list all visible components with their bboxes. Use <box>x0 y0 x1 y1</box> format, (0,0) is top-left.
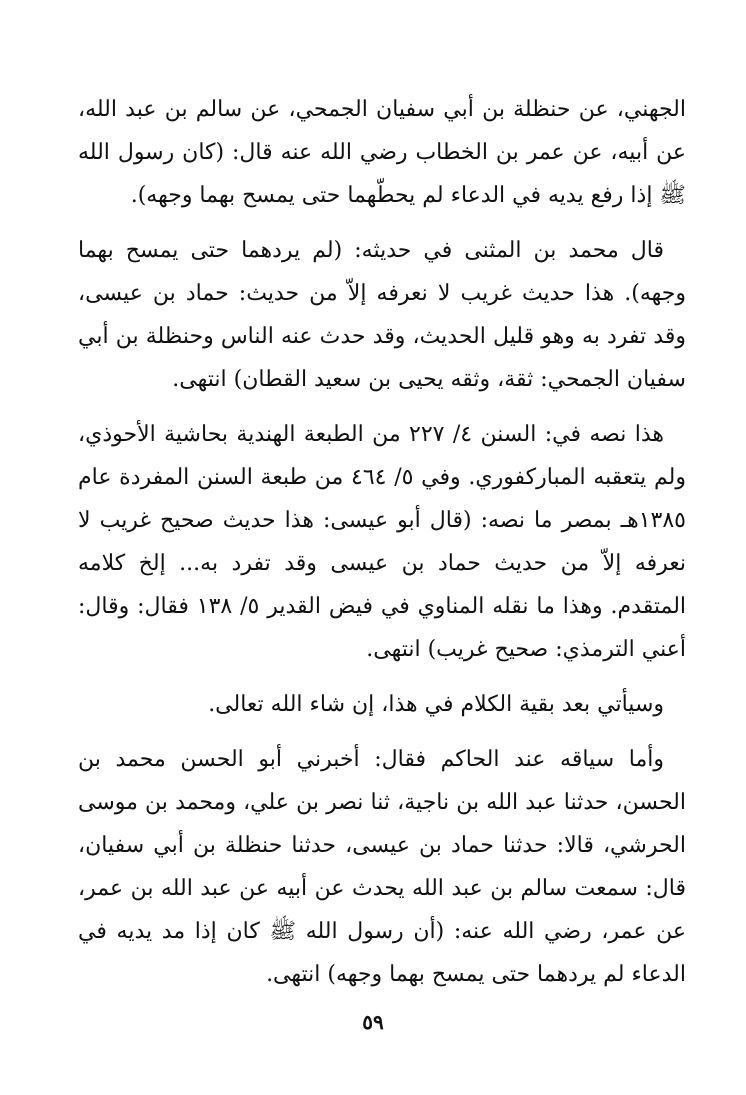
paragraph-3: هذا نصه في: السنن ٤/ ٢٢٧ من الطبعة الهندية بحاشية الأحوذي، ولم يتعقبه المباركفوري. وفي ٥/ ٤٦٤ من طبعة السنن المفردة عام ١٣٨٥هـ بمصر ما نصه: (قال أبو عيسى: هذا حديث صحيح غريب لا نعرفه إلاّ من حديث حماد بن عيسى وقد تفرد به... إلخ كلامه المتقدم. وهذا ما نقله المناوي في فيض القدير ٥/ ١٣٨ فقال: وقال: أعني الترمذي: صحيح غريب) انتهى. <box>78 422 687 662</box>
paragraph-4: وسيأتي بعد بقية الكلام في هذا، إن شاء الله تعالى. <box>208 692 664 717</box>
body-text <box>78 88 686 1008</box>
paragraph-1: الجهني، عن حنظلة بن أبي سفيان الجمحي، عن سالم بن عبد الله، عن أبيه، عن عمر بن الخطاب رضي الله عنه قال: (كان رسول الله ﷺ إذا رفع يديه في الدعاء لم يحطّهما حتى يمسح بهما وجهه). <box>78 97 686 208</box>
page-number: ٥٩ <box>362 1010 384 1034</box>
paragraph-2: قال محمد بن المثنى في حديثه: (لم يردهما حتى يمسح بهما وجهه). هذا حديث غريب لا نعرفه إلاّ من حديث: حماد بن عيسى، وقد تفرد به وهو قليل الحديث، وقد حدث عنه الناس وحنظلة بن أبي سفيان الجمحي: ثقة، وثقه يحيى بن سعيد القطان) انتهى. <box>78 238 686 392</box>
paragraph-5: وأما سياقه عند الحاكم فقال: أخبرني أبو الحسن محمد بن الحسن، حدثنا عبد الله بن ناجية، ثنا نصر بن علي، ومحمد بن موسى الحرشي، قالا: حدثنا حماد بن عيسى، حدثنا حنظلة بن أبي سفيان، قال: سمعت سالم بن عبد الله يحدث عن أبيه عن عبد الله بن عمر، عن عمر، رضي الله عنه: (أن رسول الله ﷺ كان إذا مد يديه في الدعاء لم يردهما حتى يمسح بهما وجهه) انتهى. <box>78 747 686 987</box>
